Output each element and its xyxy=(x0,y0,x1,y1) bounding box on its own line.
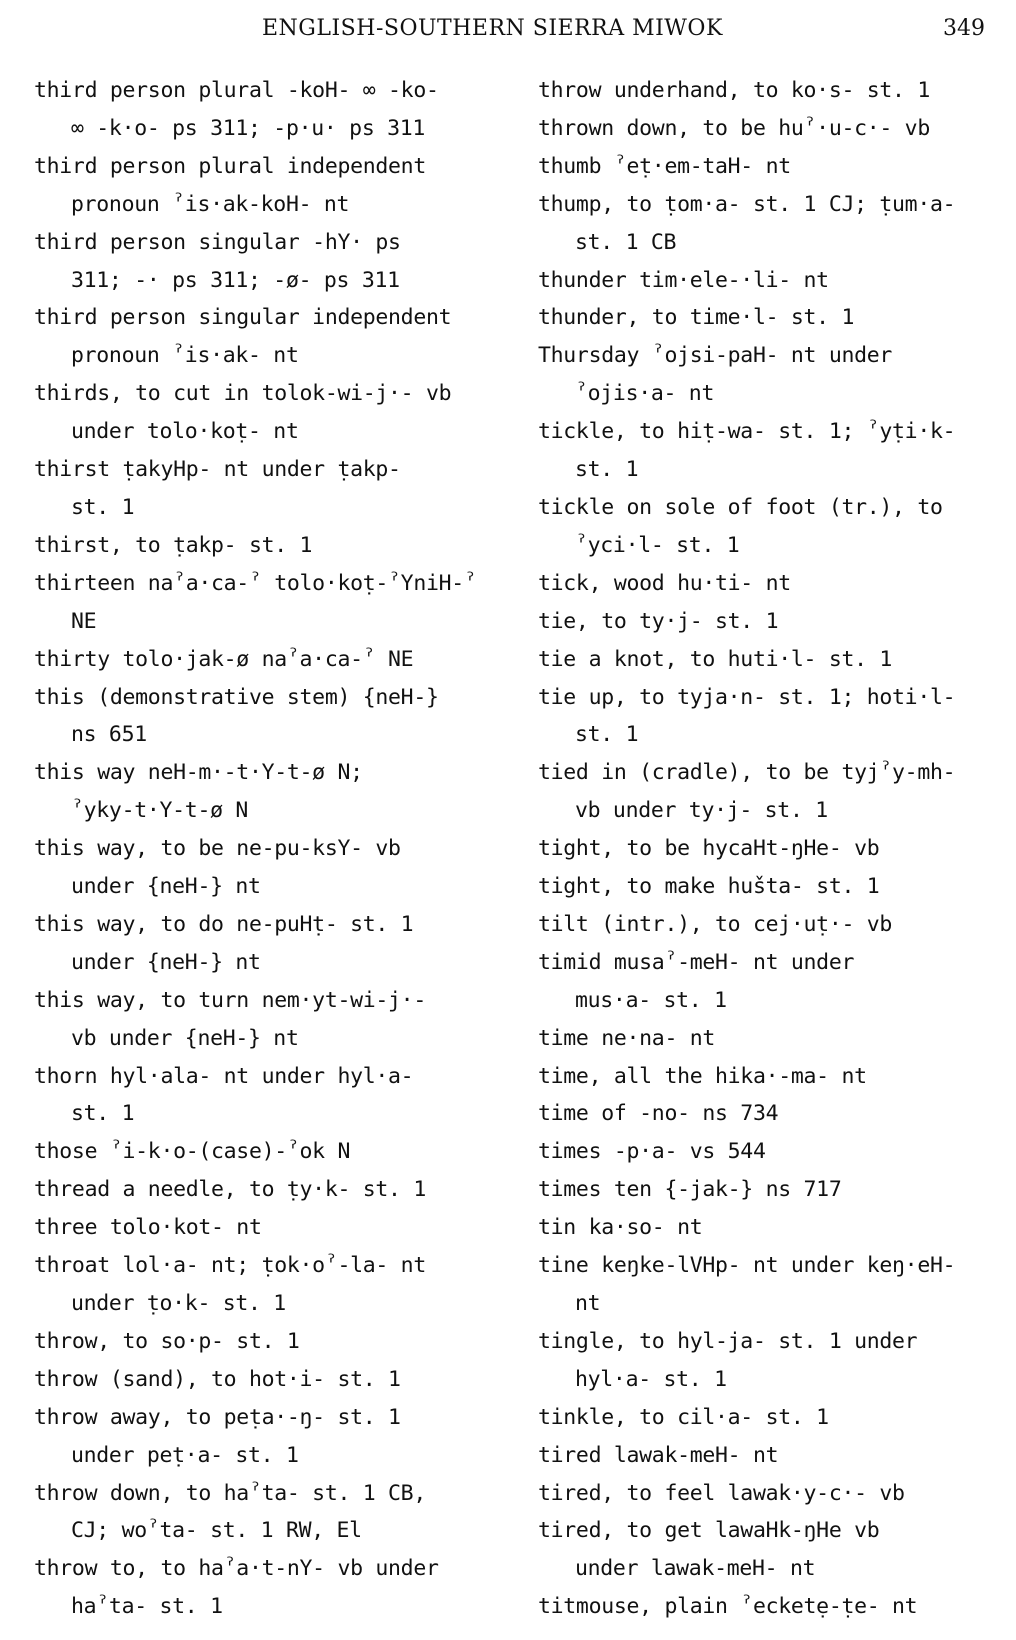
entry-continuation: vb under {neH-} nt xyxy=(71,1025,299,1051)
entry-headline: this way, to be ne-pu-ksY- vb xyxy=(34,836,401,862)
entry-continuation: CJ; woˀta- st. 1 RW, El xyxy=(71,1518,362,1544)
entry-headline: thread a needle, to ṭy·k- st. 1 xyxy=(34,1177,426,1203)
entry-headline: throw, to so·p- st. 1 xyxy=(34,1328,300,1354)
left-column xyxy=(34,72,524,1626)
entry-headline: tin ka·so- nt xyxy=(538,1215,703,1241)
entry-headline: throw to, to haˀa·t-nY- vb under xyxy=(34,1556,439,1582)
entry-headline: timid musaˀ-meH- nt under xyxy=(538,949,855,975)
entry-continuation: mus·a- st. 1 xyxy=(575,987,727,1013)
dictionary-entry xyxy=(538,110,1008,148)
dictionary-entry xyxy=(538,489,1008,565)
entry-headline: third person plural independent xyxy=(34,153,426,179)
entry-continuation: ∞ -k·o- ps 311; -p·u· ps 311 xyxy=(71,115,426,141)
entry-continuation: under {neH-} nt xyxy=(71,874,261,900)
dictionary-entry xyxy=(538,1588,1008,1626)
entry-headline: tingle, to hyl-ja- st. 1 under xyxy=(538,1328,918,1354)
dictionary-entry xyxy=(34,830,524,906)
entry-headline: tired, to get lawaHk-ŋHe vb xyxy=(538,1518,880,1544)
entry-headline: thirteen naˀa·ca-ˀ tolo·koṭ-ˀYniH-ˀ xyxy=(34,570,477,596)
entry-headline: this (demonstrative stem) {neH-} xyxy=(34,684,439,710)
entry-headline: tick, wood hu·ti- nt xyxy=(538,570,791,596)
entry-headline: times ten {-jak-} ns 717 xyxy=(538,1177,842,1203)
dictionary-entry xyxy=(538,944,1008,1020)
entry-continuation: under ṭo·k- st. 1 xyxy=(71,1291,286,1316)
dictionary-entry xyxy=(34,982,524,1058)
dictionary-entry xyxy=(538,337,1008,413)
dictionary-entry xyxy=(34,72,524,148)
entry-continuation: ˀyci·l- st. 1 xyxy=(575,532,740,558)
dictionary-entry xyxy=(34,1323,524,1361)
entry-headline: tickle, to hiṭ-wa- st. 1; ˀyṭi·k- xyxy=(538,419,956,445)
dictionary-entry xyxy=(538,565,1008,603)
entry-headline: thump, to ṭom·a- st. 1 CJ; ṭum·a- xyxy=(538,191,956,217)
dictionary-entry xyxy=(538,1323,1008,1399)
dictionary-entry xyxy=(34,1399,524,1475)
entry-headline: throat lol·a- nt; ṭok·oˀ-la- nt xyxy=(34,1253,426,1279)
dictionary-entry xyxy=(34,224,524,300)
entry-continuation: under tolo·koṭ- nt xyxy=(71,419,299,445)
dictionary-entry xyxy=(538,1095,1008,1133)
entry-headline: throw (sand), to hot·i- st. 1 xyxy=(34,1366,401,1392)
entry-headline: tired, to feel lawak·y-c·- vb xyxy=(538,1480,905,1506)
dictionary-entry xyxy=(538,1020,1008,1058)
entry-headline: this way, to do ne-puHṭ- st. 1 xyxy=(34,911,414,937)
dictionary-entry xyxy=(34,527,524,565)
entry-headline: thirds, to cut in tolok-wi-j·- vb xyxy=(34,381,452,407)
dictionary-entry xyxy=(538,868,1008,906)
entry-continuation: 311; -· ps 311; -ø- ps 311 xyxy=(71,267,400,293)
page-number: 349 xyxy=(943,16,985,41)
running-title: ENGLISH-SOUTHERN SIERRA MIWOK xyxy=(262,16,723,41)
entry-headline: third person singular -hY· ps xyxy=(34,229,401,255)
page-header xyxy=(0,16,1016,50)
entry-headline: thirty tolo·jak-ø naˀa·ca-ˀ NE xyxy=(34,646,414,672)
dictionary-entry xyxy=(538,1247,1008,1323)
right-column xyxy=(538,72,1008,1626)
entry-headline: thrown down, to be huˀ·u-c·- vb xyxy=(538,115,930,141)
dictionary-entry xyxy=(538,186,1008,262)
entry-headline: times -p·a- vs 544 xyxy=(538,1139,766,1165)
entry-headline: tight, to make hušta- st. 1 xyxy=(538,874,880,900)
entry-continuation: pronoun ˀis·ak-koH- nt xyxy=(71,191,350,217)
entry-headline: tickle on sole of foot (tr.), to xyxy=(538,494,943,520)
entry-continuation: under {neH-} nt xyxy=(71,949,261,975)
entry-continuation: ˀojis·a- nt xyxy=(575,381,715,407)
entry-headline: throw down, to haˀta- st. 1 CB, xyxy=(34,1480,426,1506)
entry-headline: third person plural -koH- ∞ -ko- xyxy=(34,78,439,103)
dictionary-entry xyxy=(538,413,1008,489)
dictionary-entry xyxy=(538,1133,1008,1171)
dictionary-entry xyxy=(34,299,524,375)
dictionary-entry xyxy=(538,299,1008,337)
dictionary-entry xyxy=(34,1133,524,1171)
entry-headline: those ˀi-k·o-(case)-ˀok N xyxy=(34,1139,351,1165)
entry-headline: this way, to turn nem·yt-wi-j·- xyxy=(34,987,426,1013)
entry-headline: time ne·na- nt xyxy=(538,1025,716,1051)
dictionary-entry xyxy=(538,1512,1008,1588)
entry-headline: time, all the hika·-ma- nt xyxy=(538,1063,867,1089)
dictionary-entry xyxy=(34,451,524,527)
dictionary-entry xyxy=(34,565,524,641)
dictionary-entry xyxy=(538,603,1008,641)
entry-headline: thirst ṭakyHp- nt under ṭakp- xyxy=(34,457,401,483)
entry-continuation: st. 1 xyxy=(575,457,639,483)
entry-headline: titmouse, plain ˀecketẹ-ṭe- nt xyxy=(538,1594,918,1620)
dictionary-entry xyxy=(538,830,1008,868)
dictionary-entry xyxy=(34,754,524,830)
dictionary-entry xyxy=(34,906,524,982)
entry-continuation: NE xyxy=(71,608,97,634)
entry-continuation: st. 1 xyxy=(575,722,639,748)
dictionary-entry xyxy=(538,679,1008,755)
entry-headline: thirst, to ṭakp- st. 1 xyxy=(34,532,313,558)
dictionary-entry xyxy=(538,1209,1008,1247)
entry-continuation: haˀta- st. 1 xyxy=(71,1594,223,1620)
dictionary-entry xyxy=(34,148,524,224)
entry-headline: tie up, to tyja·n- st. 1; hoti·l- xyxy=(538,684,956,710)
dictionary-entry xyxy=(538,906,1008,944)
dictionary-entry xyxy=(538,1171,1008,1209)
entry-headline: three tolo·kot- nt xyxy=(34,1215,262,1241)
dictionary-entry xyxy=(538,754,1008,830)
entry-headline: thumb ˀeṭ·em-taH- nt xyxy=(538,153,791,179)
entry-continuation: st. 1 CB xyxy=(575,229,677,255)
entry-headline: thorn hyl·ala- nt under hyl·a- xyxy=(34,1063,414,1089)
dictionary-entry xyxy=(538,1058,1008,1096)
dictionary-entry xyxy=(538,1399,1008,1437)
entry-continuation: ns 651 xyxy=(71,722,147,748)
dictionary-entry xyxy=(34,1209,524,1247)
entry-headline: throw away, to peṭa·-ŋ- st. 1 xyxy=(34,1404,401,1430)
entry-headline: tight, to be hycaHt-ŋHe- vb xyxy=(538,836,880,862)
entry-continuation: pronoun ˀis·ak- nt xyxy=(71,343,299,369)
dictionary-entry xyxy=(34,1550,524,1626)
entry-headline: tie, to ty·j- st. 1 xyxy=(538,608,779,634)
dictionary-entry xyxy=(34,1475,524,1551)
dictionary-entry xyxy=(34,1361,524,1399)
entry-headline: tired lawak-meH- nt xyxy=(538,1442,779,1468)
entry-headline: thunder tim·ele-·li- nt xyxy=(538,267,829,293)
entry-continuation: hyl·a- st. 1 xyxy=(575,1366,727,1392)
dictionary-entry xyxy=(538,641,1008,679)
dictionary-entry xyxy=(538,262,1008,300)
entry-continuation: nt xyxy=(575,1291,601,1316)
entry-headline: Thursday ˀojsi-paH- nt under xyxy=(538,343,893,369)
entry-headline: tinkle, to cil·a- st. 1 xyxy=(538,1404,829,1430)
entry-continuation: st. 1 xyxy=(71,494,135,520)
dictionary-entry xyxy=(34,375,524,451)
entry-continuation: st. 1 xyxy=(71,1101,135,1127)
entry-headline: this way neH-m·-t·Y-t-ø N; xyxy=(34,760,363,786)
dictionary-entry xyxy=(34,1171,524,1209)
entry-headline: third person singular independent xyxy=(34,305,452,331)
dictionary-entry xyxy=(538,72,1008,110)
dictionary-entry xyxy=(538,1475,1008,1513)
entry-headline: thunder, to time·l- st. 1 xyxy=(538,305,855,331)
entry-headline: time of -no- ns 734 xyxy=(538,1101,779,1127)
entry-headline: tilt (intr.), to cej·uṭ·- vb xyxy=(538,911,893,937)
dictionary-entry xyxy=(34,1247,524,1323)
entry-headline: tied in (cradle), to be tyjˀy-mh- xyxy=(538,760,956,786)
entry-continuation: ˀyky-t·Y-t-ø N xyxy=(71,798,249,824)
entry-headline: throw underhand, to ko·s- st. 1 xyxy=(538,78,930,103)
dictionary-entry xyxy=(34,679,524,755)
dictionary-entry xyxy=(34,1058,524,1134)
dictionary-entry xyxy=(538,148,1008,186)
entry-headline: tine keŋke-lVHp- nt under keŋ·eH- xyxy=(538,1253,956,1279)
entry-continuation: vb under ty·j- st. 1 xyxy=(575,798,828,824)
entry-headline: tie a knot, to huti·l- st. 1 xyxy=(538,646,893,672)
dictionary-entry xyxy=(538,1437,1008,1475)
dictionary-entry xyxy=(34,641,524,679)
entry-continuation: under peṭ·a- st. 1 xyxy=(71,1442,299,1468)
entry-continuation: under lawak-meH- nt xyxy=(575,1556,816,1582)
